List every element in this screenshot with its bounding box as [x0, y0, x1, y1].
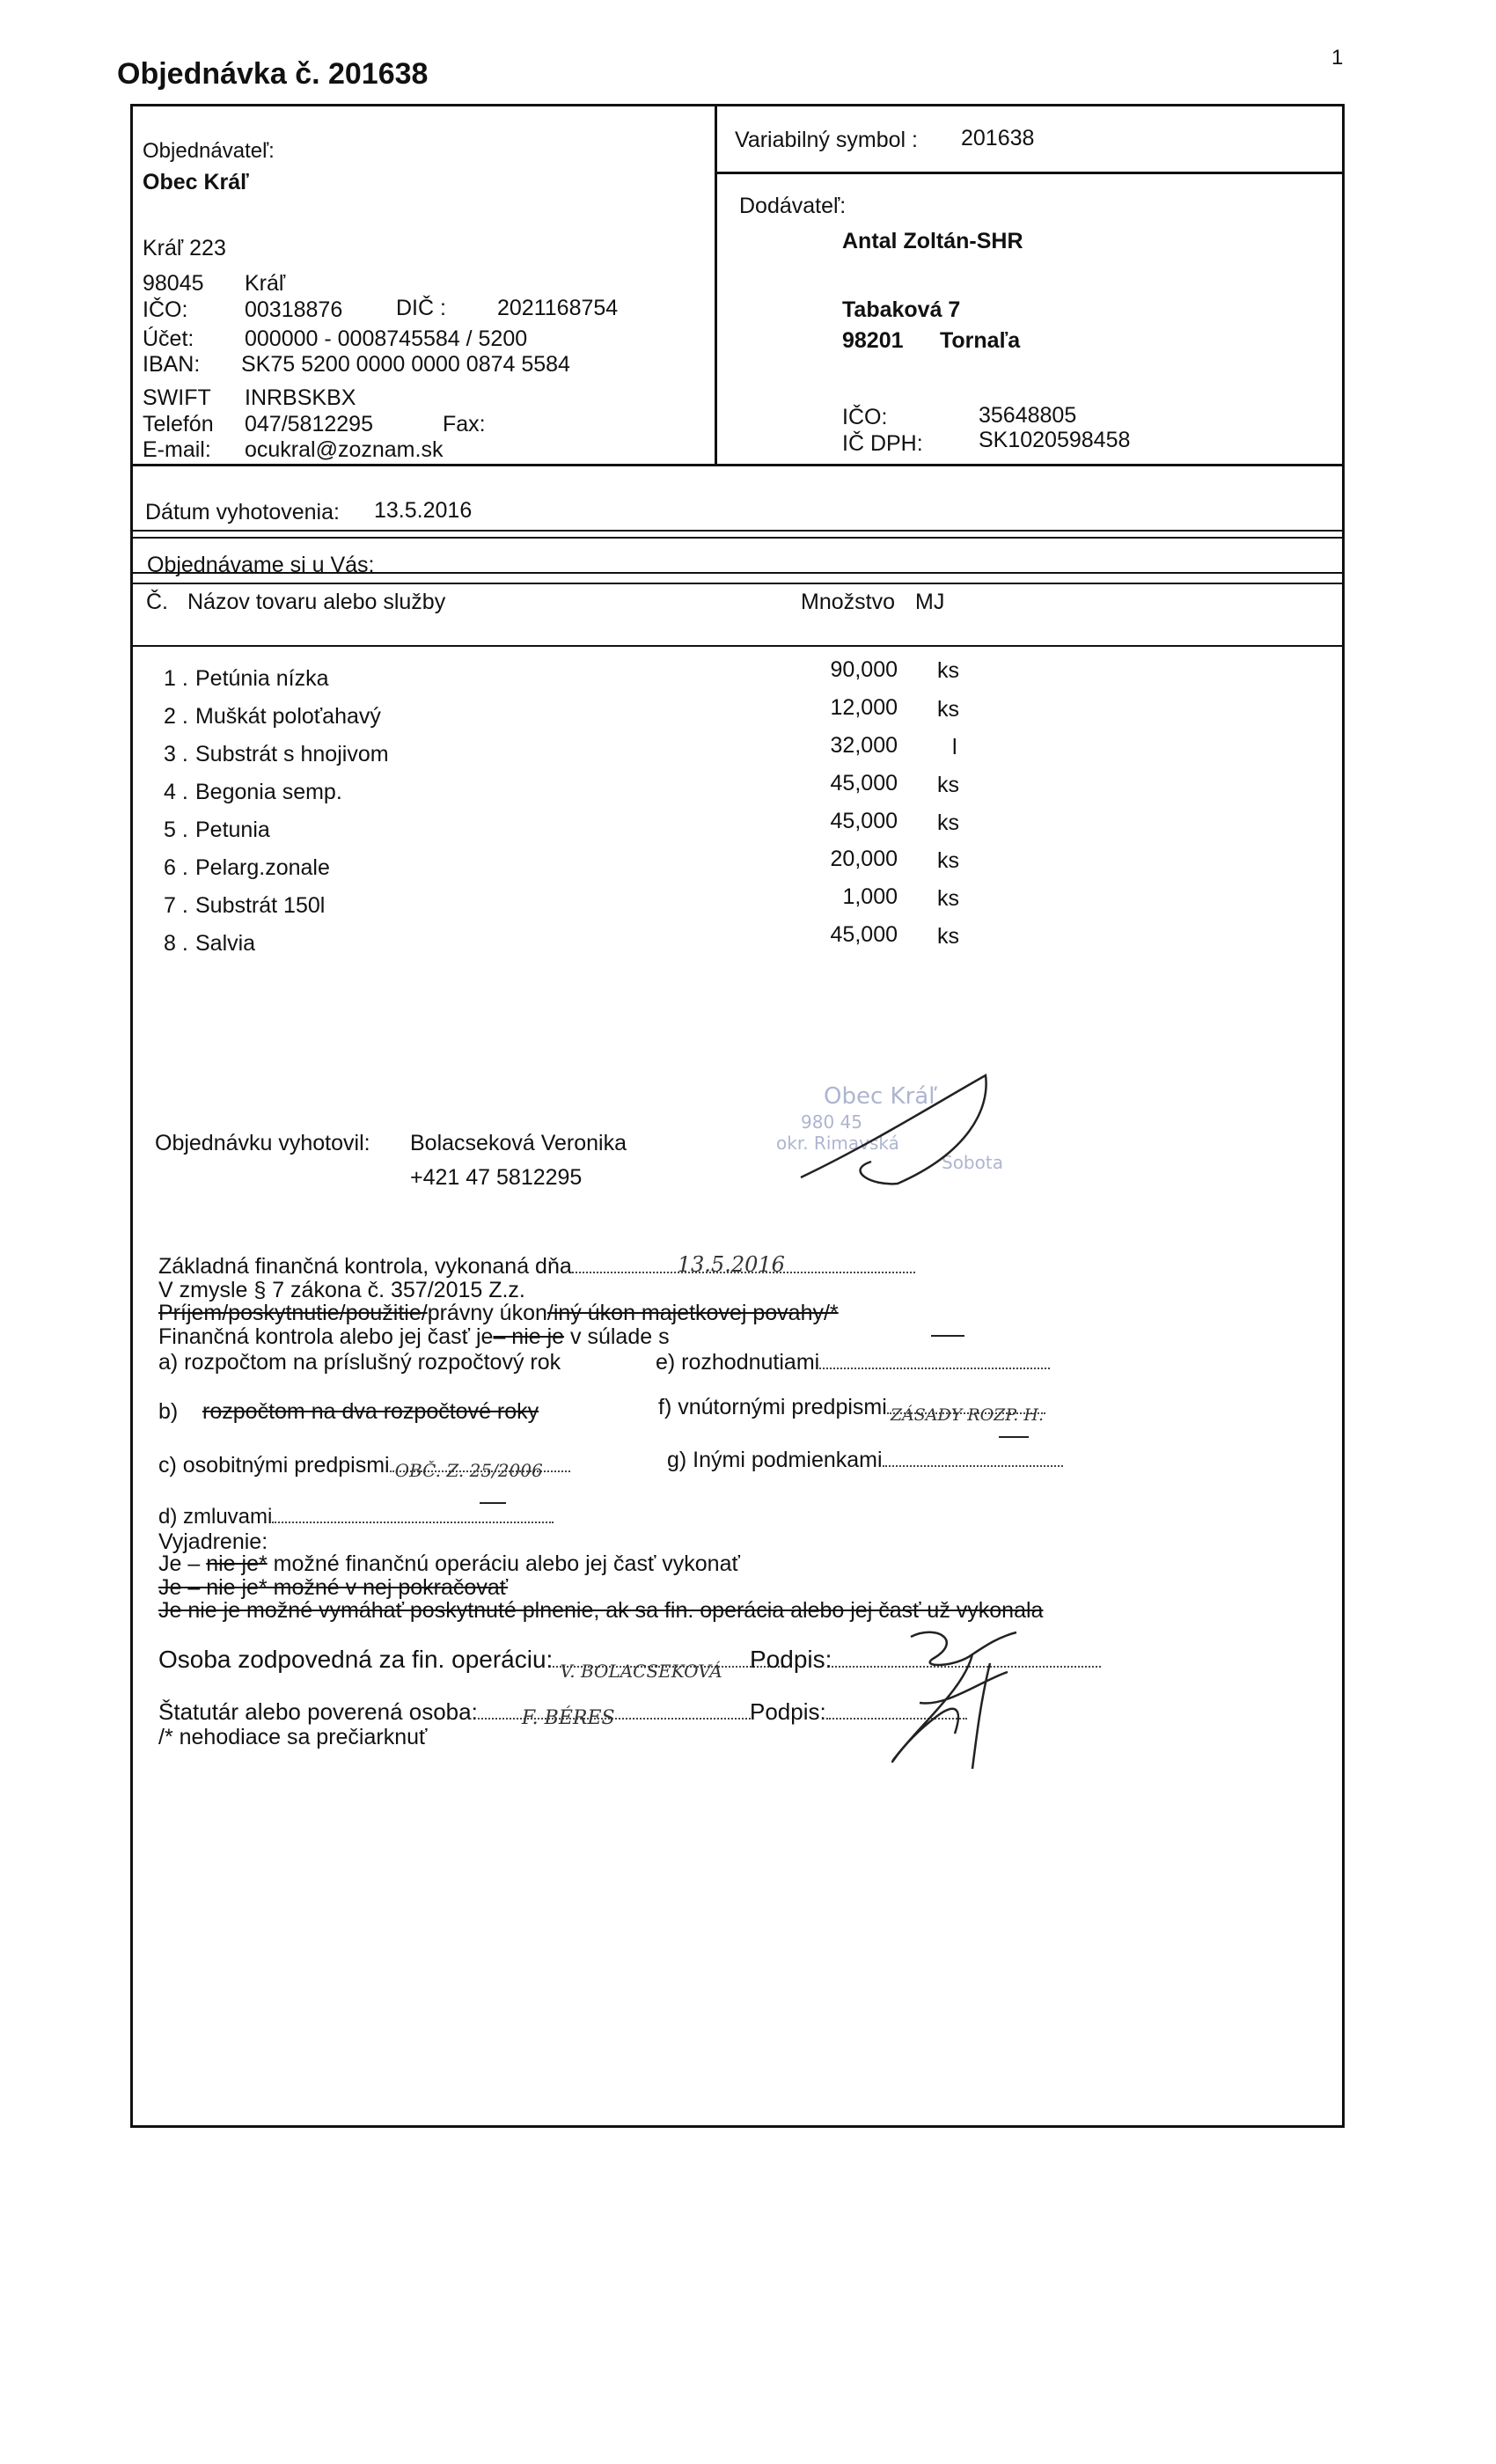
orderer-phone-label: Telefón	[143, 412, 214, 436]
option-c	[158, 1453, 570, 1481]
row-qty: 90,000	[830, 657, 898, 682]
dash-mark-3	[480, 1502, 506, 1504]
supplier-ico-label: IČO:	[842, 405, 888, 429]
orderer-email-label: E-mail:	[143, 437, 211, 462]
row-no: 1 .	[164, 666, 188, 691]
responsible-person-line	[158, 1646, 783, 1682]
option-c-handwritten: OBČ. Z. 25/2006	[394, 1460, 543, 1481]
row-unit: ks	[937, 658, 959, 683]
svg-text:Sobota: Sobota	[942, 1152, 1003, 1173]
option-c-label: c) osobitnými predpismi	[158, 1453, 390, 1478]
orderer-street: Kráľ 223	[143, 236, 226, 260]
date-label: Dátum vyhotovenia:	[145, 500, 340, 524]
row-qty: 45,000	[830, 771, 898, 796]
date-value: 13.5.2016	[374, 498, 473, 523]
dash-mark-2	[999, 1436, 1029, 1438]
svg-text:980 45: 980 45	[801, 1111, 862, 1133]
statement-1-struck: nie je*	[206, 1551, 268, 1576]
supplier-icdph: SK1020598458	[979, 428, 1131, 452]
orderer-account: 000000 - 0008745584 / 5200	[245, 326, 528, 351]
statutory-label: Štatutár alebo poverená osoba:	[158, 1698, 478, 1725]
svg-text:Obec Kráľ: Obec Kráľ	[824, 1083, 937, 1110]
option-d-label: d) zmluvami	[158, 1505, 273, 1529]
row-qty: 1,000	[842, 884, 898, 909]
issued-by-label: Objednávku vyhotovil:	[155, 1131, 370, 1155]
row-name: Petúnia nízka	[195, 666, 329, 691]
dash-mark	[931, 1335, 964, 1337]
row-no: 6 .	[164, 855, 188, 880]
date-line-2	[130, 537, 1345, 539]
supplier-label: Dodávateľ:	[739, 194, 847, 218]
order-intro: Objednávame si u Vás:	[147, 553, 375, 577]
orderer-ico-label: IČO:	[143, 297, 188, 322]
option-b-struck: rozpočtom na dva rozpočtové roky	[202, 1399, 539, 1424]
row-name: Muškát poloťahavý	[195, 704, 381, 729]
orderer-email: ocukral@zoznam.sk	[245, 437, 444, 462]
row-no: 8 .	[164, 931, 188, 956]
page-number: 1	[1331, 46, 1344, 70]
option-f-dots	[887, 1405, 1045, 1425]
supplier-city: Tornaľa	[940, 328, 1021, 353]
control-compliance-a: Finančná kontrola alebo jej časť je	[158, 1324, 494, 1349]
row-qty: 12,000	[830, 695, 898, 720]
control-date-handwritten: 13.5.2016	[677, 1252, 785, 1277]
vs-divider	[715, 172, 1345, 174]
option-e	[656, 1350, 1050, 1375]
responsible-person-handwritten: V. BOLACSEKOVÁ	[560, 1661, 722, 1682]
date-line	[130, 530, 1345, 532]
option-g-label: g) Inými podmienkami	[667, 1448, 883, 1472]
statement-1a: Je –	[158, 1551, 201, 1576]
row-name: Substrát 150l	[195, 893, 326, 918]
header-divider	[715, 104, 717, 466]
table-header-line	[130, 645, 1345, 647]
orderer-dic: 2021168754	[497, 296, 619, 320]
row-unit: l	[952, 735, 957, 759]
supplier-street: Tabaková 7	[842, 297, 961, 322]
issued-by-phone: +421 47 5812295	[410, 1165, 583, 1190]
control-date-dots	[572, 1252, 915, 1277]
responsible-person-dots	[553, 1661, 783, 1682]
col-no-header: Č.	[146, 590, 168, 614]
orderer-account-label: Účet:	[143, 326, 194, 351]
row-name: Begonia semp.	[195, 780, 342, 804]
statutory-handwritten: F. BÉRES	[521, 1707, 615, 1729]
statutory-line	[158, 1698, 751, 1729]
statutory-dots	[478, 1707, 751, 1729]
statement-line-3: Je nie je možné vymáhať poskytnuté plnenie, ak sa fin. operácia alebo jej časť už vykonala	[158, 1598, 1044, 1623]
row-unit: ks	[937, 697, 959, 722]
option-d	[158, 1505, 554, 1529]
option-b-prefix: b)	[158, 1399, 179, 1424]
row-qty: 20,000	[830, 847, 898, 871]
option-g-dots	[883, 1465, 1063, 1467]
orderer-swift-label: SWIFT	[143, 385, 211, 410]
control-struck-text: Príjem/poskytnutie/použitie/	[158, 1301, 428, 1325]
option-g	[667, 1448, 1063, 1473]
orderer-phone: 047/5812295	[245, 412, 373, 436]
control-line-3	[158, 1301, 839, 1326]
control-struck-text-2: /iný úkon majetkovej povahy/*	[546, 1301, 839, 1325]
control-legal-act: právny úkon	[427, 1301, 547, 1325]
option-e-label: e) rozhodnutiami	[656, 1350, 820, 1375]
row-name: Substrát s hnojivom	[195, 742, 389, 766]
document-title: Objednávka č. 201638	[117, 57, 429, 91]
svg-text:okr. Rimavská: okr. Rimavská	[776, 1133, 899, 1154]
orderer-zip: 98045	[143, 271, 204, 296]
row-no: 2 .	[164, 704, 188, 729]
row-no: 5 .	[164, 818, 188, 842]
responsible-signature-label: Podpis:	[750, 1646, 832, 1673]
orderer-label: Objednávateľ:	[143, 139, 275, 163]
statement-line-2: Je – nie je* možné v nej pokračovať	[158, 1575, 509, 1600]
row-unit: ks	[937, 773, 959, 797]
row-unit: ks	[937, 886, 959, 911]
control-line-1	[158, 1254, 915, 1280]
option-f	[658, 1395, 1045, 1425]
row-unit: ks	[937, 810, 959, 835]
responsible-person-label: Osoba zodpovedná za fin. operáciu:	[158, 1646, 554, 1673]
orderer-iban: SK75 5200 0000 0000 0874 5584	[241, 352, 570, 377]
intro-line-2	[130, 583, 1345, 584]
row-qty: 45,000	[830, 809, 898, 833]
orderer-city: Kráľ	[245, 271, 286, 296]
option-c-dots	[390, 1460, 570, 1481]
option-b	[158, 1399, 539, 1425]
orderer-iban-label: IBAN:	[143, 352, 201, 377]
variable-symbol-label: Variabilný symbol :	[735, 128, 918, 152]
option-f-handwritten: ZÁSADY ROZP. H.	[890, 1405, 1044, 1425]
handwritten-signature	[867, 1619, 1034, 1773]
col-qty-header: Množstvo	[801, 590, 895, 614]
orderer-ico: 00318876	[245, 297, 343, 322]
col-unit-header: MJ	[915, 590, 945, 614]
row-qty: 32,000	[830, 733, 898, 758]
orderer-swift: INRBSKBX	[245, 385, 356, 410]
control-compliance-struck: – nie je	[493, 1324, 565, 1349]
orderer-dic-label: DIČ :	[396, 296, 446, 320]
statement-label: Vyjadrenie:	[158, 1529, 268, 1554]
row-name: Pelarg.zonale	[195, 855, 330, 880]
control-line-4	[158, 1324, 670, 1350]
variable-symbol-value: 201638	[961, 126, 1035, 150]
control-line-2: V zmysle § 7 zákona č. 357/2015 Z.z.	[158, 1278, 525, 1302]
control-compliance-b: v súlade s	[570, 1324, 670, 1349]
control-date-label: Základná finančná kontrola, vykonaná dňa	[158, 1254, 572, 1279]
official-stamp	[766, 1074, 1021, 1188]
footnote: /* nehodiace sa prečiarknuť	[158, 1725, 428, 1749]
option-a: a) rozpočtom na príslušný rozpočtový rok	[158, 1350, 561, 1375]
orderer-name: Obec Kráľ	[143, 170, 249, 194]
option-e-dots	[819, 1368, 1050, 1369]
row-no: 4 .	[164, 780, 188, 804]
statement-1b: možné finančnú operáciu alebo jej časť vykonať	[273, 1551, 740, 1576]
supplier-zip: 98201	[842, 328, 904, 353]
statement-line-1	[158, 1551, 740, 1577]
supplier-icdph-label: IČ DPH:	[842, 431, 923, 456]
row-qty: 45,000	[830, 922, 898, 947]
header-bottom-line	[130, 464, 1345, 466]
row-name: Salvia	[195, 931, 256, 956]
row-no: 7 .	[164, 893, 188, 918]
supplier-name: Antal Zoltán-SHR	[842, 229, 1023, 253]
row-no: 3 .	[164, 742, 188, 766]
row-name: Petunia	[195, 818, 270, 842]
statutory-signature-label: Podpis:	[750, 1698, 826, 1725]
option-d-dots	[272, 1522, 554, 1523]
supplier-ico: 35648805	[979, 403, 1077, 428]
row-unit: ks	[937, 924, 959, 949]
row-unit: ks	[937, 848, 959, 873]
issued-by-name: Bolacseková Veronika	[410, 1131, 627, 1155]
orderer-fax-label: Fax:	[443, 412, 486, 436]
option-f-label: f) vnútornými predpismi	[658, 1395, 887, 1419]
col-name-header: Názov tovaru alebo služby	[187, 590, 446, 614]
